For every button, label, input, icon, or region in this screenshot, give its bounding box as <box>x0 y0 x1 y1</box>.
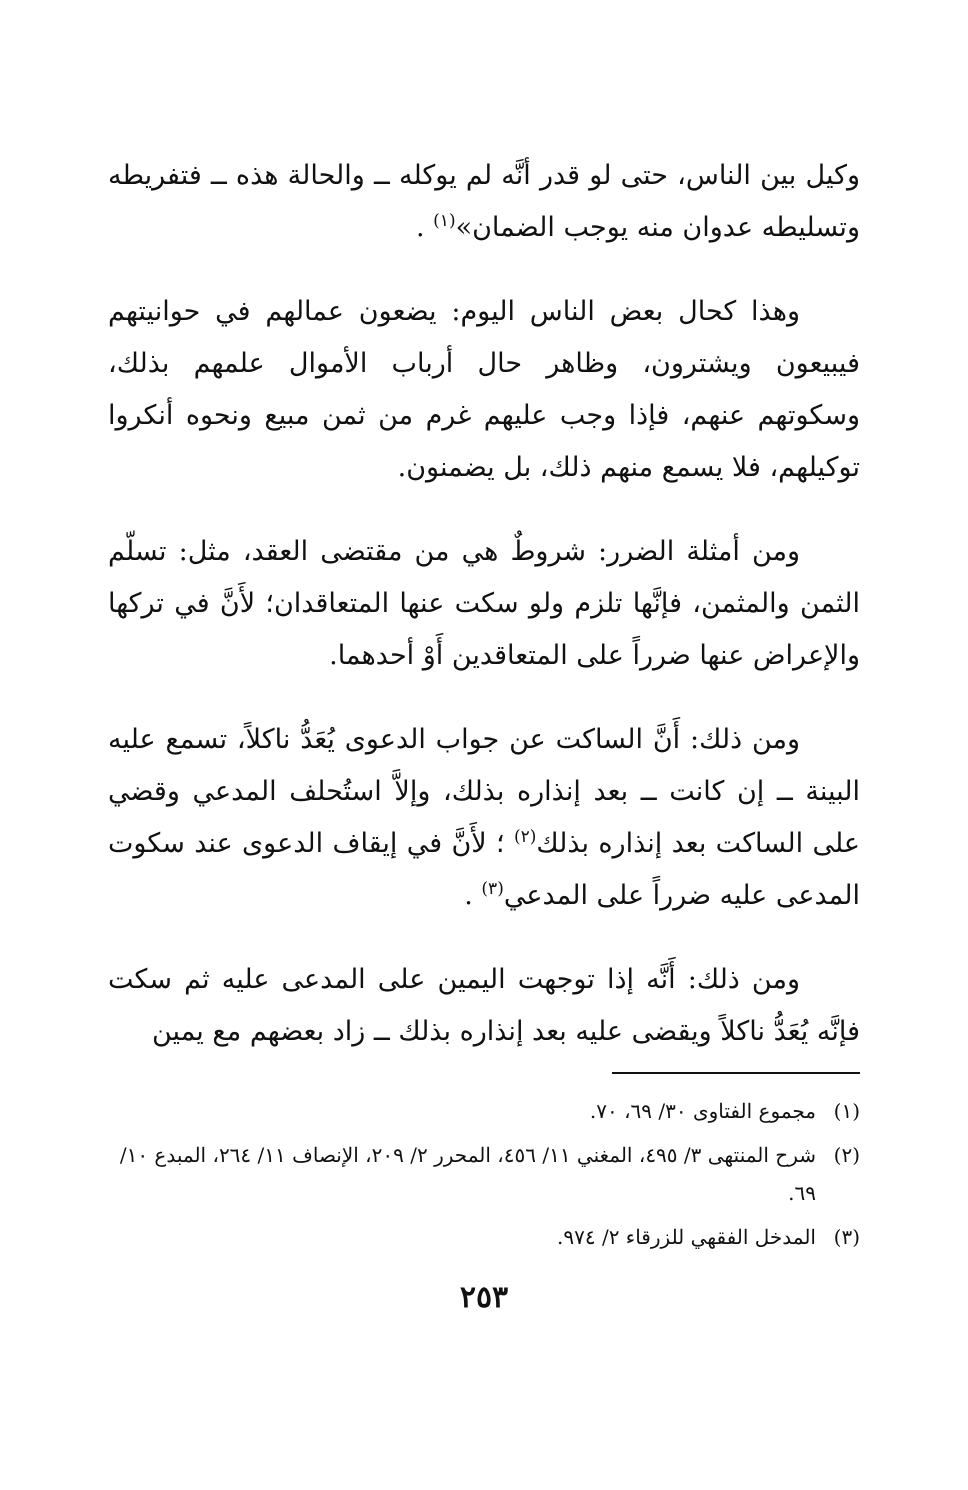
paragraph-4-tail: . <box>464 880 482 911</box>
footnote-2-text: شرح المنتهى ٣/ ٤٩٥، المغني ١١/ ٤٥٦، المحرر ٢/ ٢٠٩، الإنصاف ١١/ ٢٦٤، المبدع ١٠/ ٦٩. <box>119 1143 816 1205</box>
footnote-ref-2: (٢) <box>513 827 537 847</box>
footnote-2 <box>108 1136 860 1212</box>
page-body <box>108 150 860 1262</box>
footnote-3-number: (٣) <box>833 1225 860 1249</box>
paragraph-1-text: وكيل بين الناس، حتى لو قدر أنَّه لم يوكله ــ والحالة هذه ــ فتفريطه وتسليطه عدوان منه يوجب الضمان» <box>108 160 860 243</box>
page-number: ٢٥٣ <box>459 1280 509 1315</box>
footnote-ref-3: (٣) <box>481 879 504 899</box>
paragraph-4-text-a: ومن ذلك: أَنَّ الساكت عن جواب الدعوى يُعَدُّ ناكلاً، تسمع عليه البينة ــ إن كانت ــ بعد إنذاره بذلك، وإلاَّ استُحلف المدعي وقضي على الساكت بعد إنذاره بذلك <box>108 724 860 859</box>
footnote-1 <box>108 1092 860 1130</box>
paragraph-4-text-b: ؛ لأَنَّ في إيقاف الدعوى عند سكوت المدعى عليه ضرراً على المدعي <box>108 828 860 911</box>
paragraph-3 <box>108 526 860 682</box>
footnote-2-number: (٢) <box>833 1143 860 1167</box>
footnote-separator <box>612 1072 860 1074</box>
paragraph-4 <box>108 714 860 922</box>
footnote-1-text: مجموع الفتاوى ٣٠/ ٦٩، ٧٠. <box>589 1099 816 1123</box>
paragraph-1-tail: . <box>415 212 434 243</box>
paragraph-2 <box>108 286 860 494</box>
footnote-3 <box>108 1218 860 1256</box>
footnote-3-text: المدخل الفقهي للزرقاء ٢/ ٩٧٤. <box>557 1225 816 1249</box>
paragraph-5 <box>108 954 860 1058</box>
footnotes-list <box>108 1092 860 1256</box>
footnote-1-number: (١) <box>833 1099 860 1123</box>
paragraph-1 <box>108 150 860 254</box>
paragraph-5-text: ومن ذلك: أَنَّه إذا توجهت اليمين على المدعى عليه ثم سكت فإنَّه يُعَدُّ ناكلاً ويقضى عليه بعد إنذاره بذلك ــ زاد بعضهم مع يمين <box>108 964 860 1047</box>
paragraph-2-text: وهذا كحال بعض الناس اليوم: يضعون عمالهم في حوانيتهم فيبيعون ويشترون، وظاهر حال أرباب الأموال علمهم بذلك، وسكوتهم عنهم، فإذا وجب عليهم غرم من ثمن مبيع ونحوه أنكروا توكيلهم، فلا يسمع منهم ذلك، بل يضمنون. <box>108 296 860 483</box>
paragraph-3-text: ومن أمثلة الضرر: شروطٌ هي من مقتضى العقد، مثل: تسلّم الثمن والمثمن، فإنَّها تلزم ولو سكت عنها المتعاقدان؛ لأَنَّ في تركها والإعراض عنها ضرراً على المتعاقدين أَوْ أحدهما. <box>108 536 860 671</box>
footnote-ref-1: (١) <box>433 211 456 231</box>
